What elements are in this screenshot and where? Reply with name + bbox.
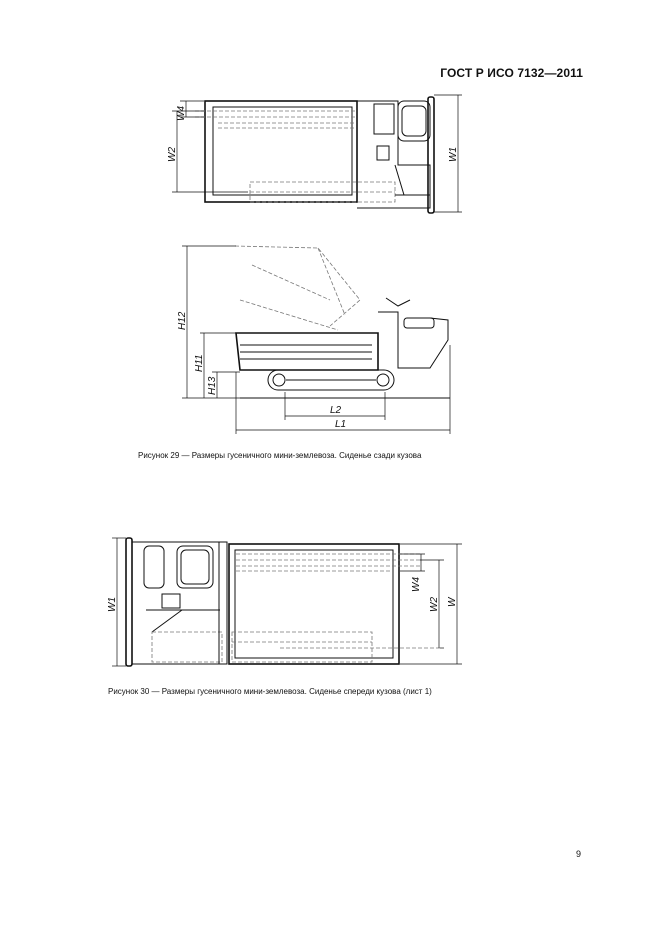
h11-label: H11 xyxy=(194,354,205,372)
l1-label: L1 xyxy=(335,419,347,430)
dump-body-outline xyxy=(205,101,357,202)
w1-label: W1 xyxy=(448,147,459,162)
w2-label: W2 xyxy=(167,147,178,162)
l2-label: L2 xyxy=(330,405,342,416)
page-number: 9 xyxy=(576,849,582,859)
figure30-top-view xyxy=(0,532,661,672)
w1-label-fig30: W1 xyxy=(107,597,118,612)
h12-label: H12 xyxy=(177,311,188,330)
w4-label-fig30: W4 xyxy=(411,577,422,592)
w4-label: W4 xyxy=(176,106,187,121)
w-label-fig30: W xyxy=(447,597,458,607)
figure30-caption: Рисунок 30 — Размеры гусеничного мини-землевоза. Сиденье спереди кузова (лист 1) xyxy=(108,687,432,696)
document-header: ГОСТ Р ИСО 7132—2011 xyxy=(440,66,583,80)
figure29-side-view xyxy=(0,240,661,440)
figure29-caption: Рисунок 29 — Размеры гусеничного мини-землевоза. Сиденье сзади кузова xyxy=(138,451,422,460)
w2-label-fig30: W2 xyxy=(429,597,440,612)
dump-body-top xyxy=(229,544,399,664)
figure29-top-view xyxy=(0,0,661,230)
h13-label: H13 xyxy=(207,376,218,395)
